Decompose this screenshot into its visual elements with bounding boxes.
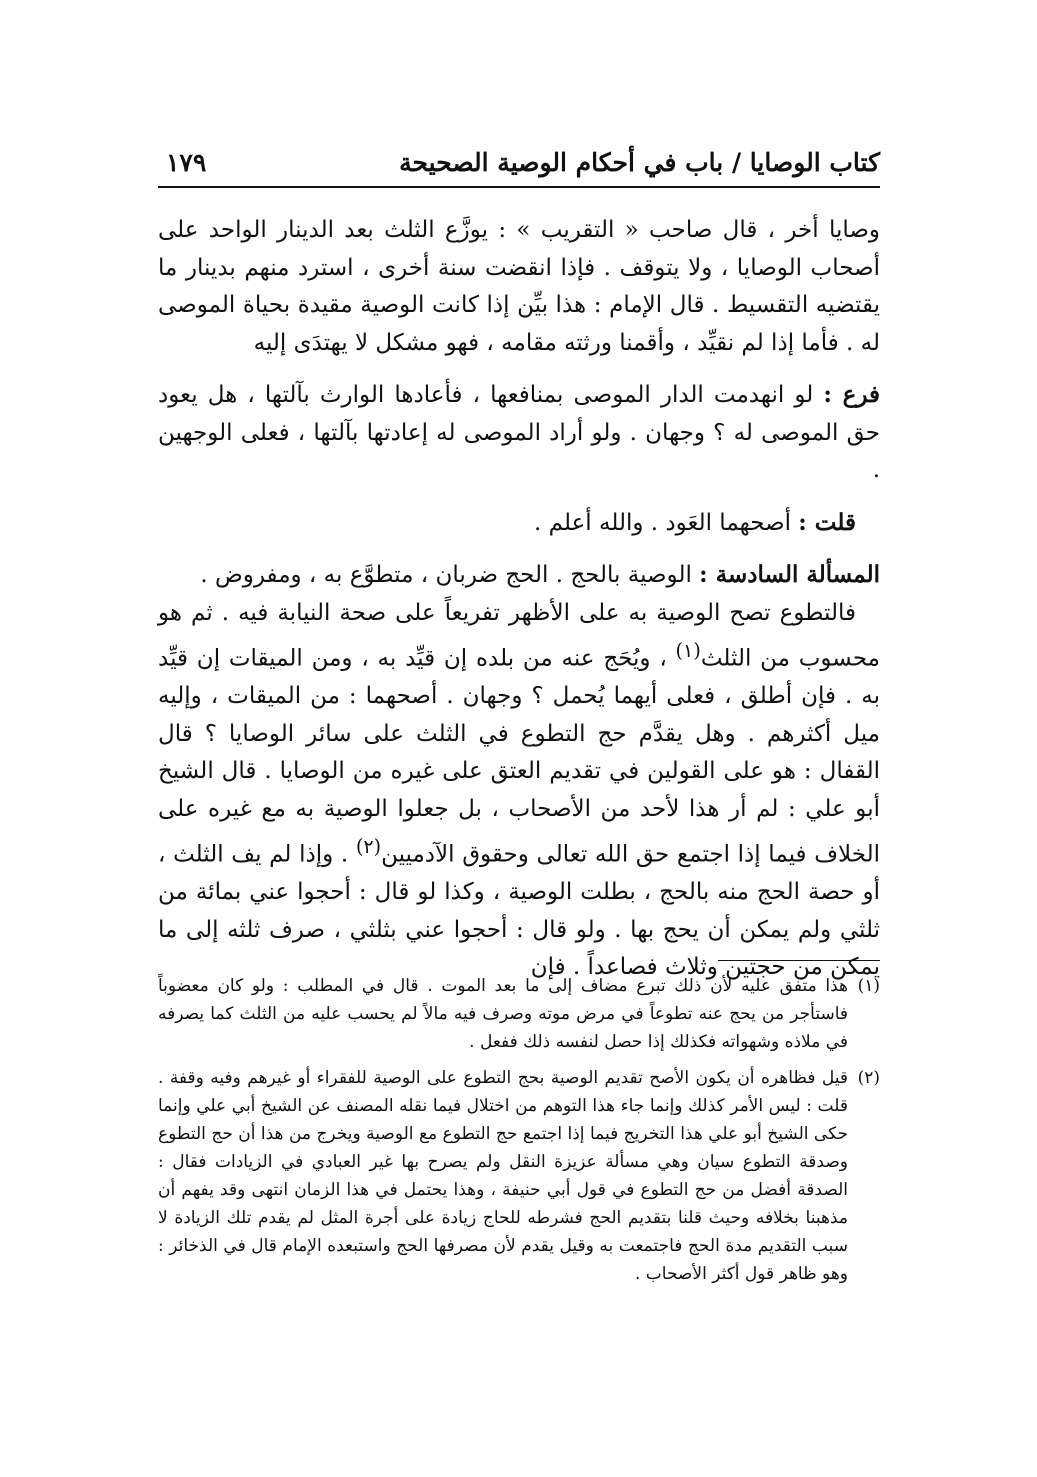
paragraph-5	[158, 595, 880, 987]
footnote-2-number: (٢)	[857, 1068, 880, 1088]
footnote-1-number: (١)	[857, 976, 880, 996]
paragraph-4	[158, 556, 880, 595]
footnote-2-text: قيل فظاهره أن يكون الأصح تقديم الوصية بحج التطوع على الوصية للفقراء أو غيرهم وفيه وقفة . قلت : ليس الأمر كذلك وإنما جاء هذا التوهم من اختلال فيما نقله المصنف عن الشيخ أبي علي وإنما حكى الشيخ أبو علي هذا التخريج فيما إذا اجتمع حج التطوع مع الوصية ويخرج من هذا أن حج التطوع وصدقة التطوع سيان وهي مسألة عزيزة النقل ولم يصرح بها غير العبادي في الزيادات فقال : الصدقة أفضل من حج التطوع في قول أبي حنيفة ، وهذا يحتمل في هذا الزمان انتهى وقد يفهم أن مذهبنا بخلافه وحيث قلنا بتقديم الحج فشرطه للحاج زيادة على أجرة المثل لم يقدم تلك الزيادة لا سبب التقديم مدة الحج فاجتمعت به وقيل يقدم لأن مصرفها الحج واستبعده الإمام قال في الذخائر : وهو ظاهر قول أكثر الأصحاب .	[158, 1068, 848, 1284]
paragraph-3-text: أصحهما العَود . والله أعلم .	[534, 509, 791, 536]
main-text	[158, 212, 880, 987]
footnote-1-text: هذا متفق عليه لأن ذلك تبرع مضاف إلى ما بعد الموت . قال في المطلب : ولو كان معضوباً فاستأجر من يحج عنه تطوعاً في مرض موته وصرف فيه مالاً لم يحسب عليه من الثلث كما يصرفه في ملاذه وشهواته فكذلك إذا حصل لنفسه ذلك ففعل .	[158, 976, 848, 1052]
footnotes	[158, 972, 880, 1296]
paragraph-4-text: الوصية بالحج . الحج ضربان ، متطوَّع به ، ومفروض .	[200, 562, 692, 588]
page-number: ١٧٩	[166, 148, 207, 177]
paragraph-5-text-b: ، ويُحَج عنه من بلده إن قيِّد به ، ومن الميقات إن قيِّد به . فإن أطلق ، فعلى أيهما يُحمل ؟ وجهان . أصحهما : من الميقات ، وإليه ميل أكثرهم . وهل يقدَّم حج التطوع في الثلث على سائر الوصايا ؟ قال القفال : هو على القولين في تقديم العتق على غيره من الوصايا . قال الشيخ أبو علي : لم أر هذا لأحد من الأصحاب ، بل جعلوا الوصية به مع غيره على الخلاف فيما إذا اجتمع حق الله تعالى وحقوق الآدميين	[158, 645, 881, 868]
footnote-divider	[718, 960, 880, 961]
paragraph-2-text: لو انهدمت الدار الموصى بمنافعها ، فأعادها الوارث بآلتها ، هل يعود حق الموصى له ؟ وجهان . ولو أراد الموصى له إعادتها بآلتها ، فعلى الوجهين .	[158, 382, 880, 483]
paragraph-1-text: وصايا أخر ، قال صاحب « التقريب » : يوزَّع الثلث بعد الدينار الواحد على أصحاب الوصايا ، ولا يتوقف . فإذا انقضت سنة أخرى ، استرد منهم بدينار ما يقتضيه التقسيط . قال الإمام : هذا بيِّن إذا كانت الوصية مقيدة بحياة الموصى له . فأما إذا لم نقيِّد ، وأقمنا ورثته مقامه ، فهو مشكل لا يهتدَى إليه	[158, 217, 880, 356]
header-title: كتاب الوصايا / باب في أحكام الوصية الصحيحة	[399, 148, 880, 177]
footnote-ref-2[interactable]: (٢)	[355, 835, 382, 859]
paragraph-1	[158, 212, 880, 362]
paragraph-2	[158, 376, 880, 490]
footnote-2	[158, 1064, 880, 1288]
paragraph-3	[158, 504, 880, 543]
footnote-ref-1[interactable]: (١)	[675, 639, 701, 662]
issue-six-label: المسألة السادسة :	[699, 561, 880, 588]
branch-label: فرع :	[823, 381, 881, 408]
paragraph-5-text-a: فالتطوع تصح الوصية به على الأظهر تفريعاً على صحة النيابة فيه . ثم هو محسوب من الثلث	[158, 599, 880, 672]
running-header	[158, 142, 880, 188]
footnote-1	[158, 972, 880, 1056]
paragraph-5-text-c: . وإذا لم يف الثلث ، أو حصة الحج منه بالحج ، بطلت الوصية ، وكذا لو قال : أحجوا عني بمائة من ثلثي ولم يمكن أن يحج بها . ولو قال : أحجوا عني بثلثي ، صرف ثلثه إلى ما يمكن من حجتين وثلاث فصاعداً . فإن	[158, 841, 880, 981]
qultu-label: قلت :	[798, 508, 856, 536]
